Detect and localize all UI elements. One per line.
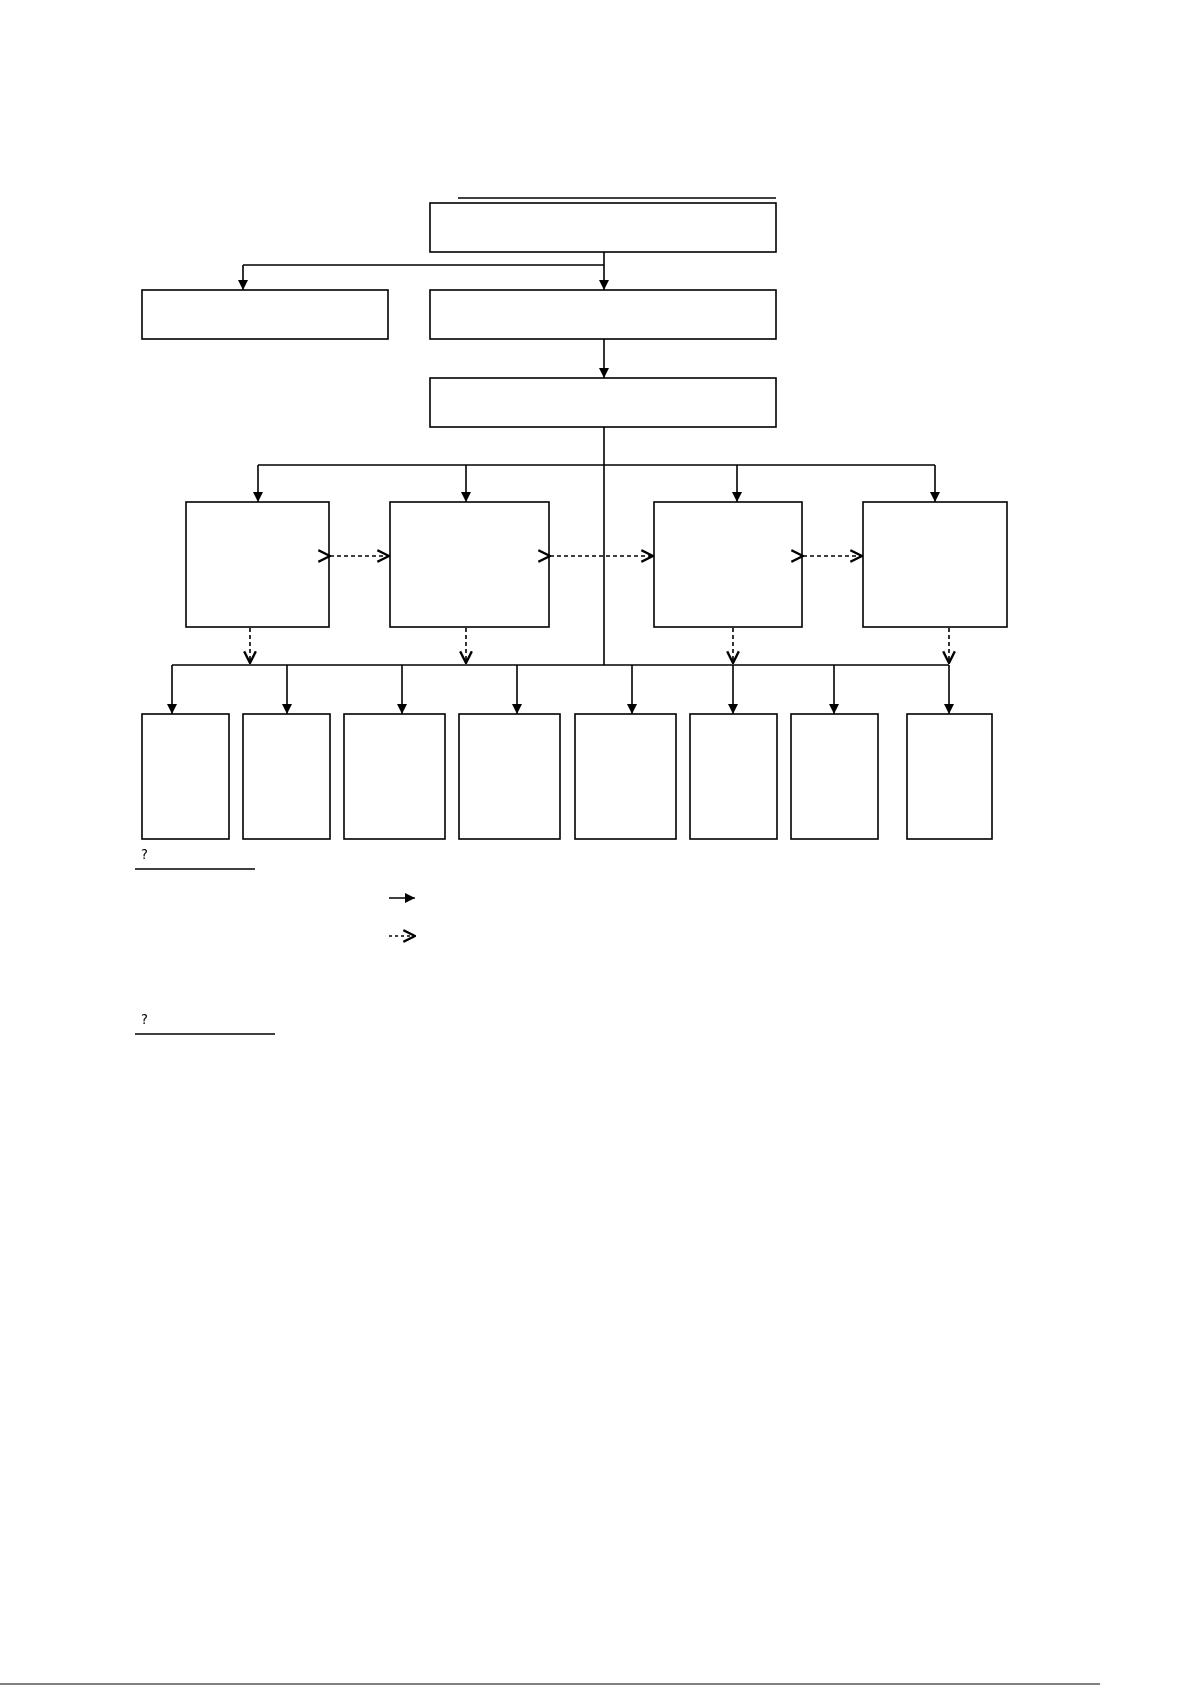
note-marker-1: ? (141, 848, 148, 863)
mid-box-3 (654, 502, 802, 627)
left-side-box (142, 290, 388, 339)
third-level-box (430, 378, 776, 427)
bottom-box-8 (907, 714, 992, 839)
second-level-box (430, 290, 776, 339)
mid-box-1 (186, 502, 329, 627)
bottom-box-3 (344, 714, 445, 839)
bottom-box-7 (791, 714, 878, 839)
top-box (430, 203, 776, 252)
bottom-box-2 (243, 714, 330, 839)
mid-box-4 (863, 502, 1007, 627)
bottom-box-1 (142, 714, 229, 839)
bottom-box-4 (459, 714, 560, 839)
note-marker-2: ? (141, 1013, 148, 1028)
mid-box-2 (390, 502, 549, 627)
bottom-box-6 (690, 714, 777, 839)
bottom-box-5 (575, 714, 676, 839)
